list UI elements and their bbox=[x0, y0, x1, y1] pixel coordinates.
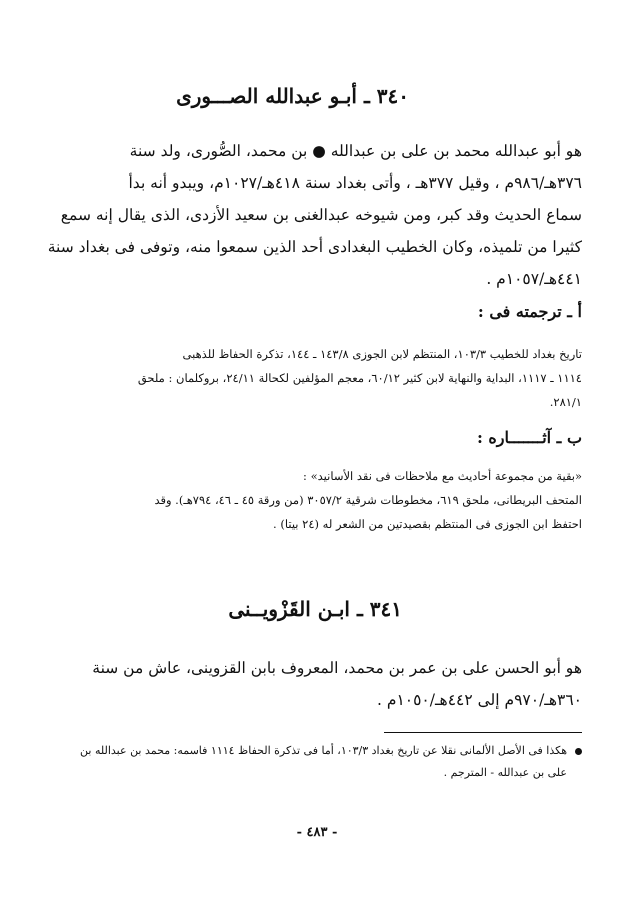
entry-340-body bbox=[42, 135, 582, 295]
entry-340-body-line: كثيرا من تلميذه، وكان الخطيب البغدادى أحد الذين سمعوا منه، وتوفى فى بغداد سنة bbox=[47, 238, 582, 256]
biography-sources bbox=[42, 342, 582, 414]
entry-341-body bbox=[42, 652, 582, 716]
footnote bbox=[42, 740, 582, 784]
works-line: «بقية من مجموعة أحاديث مع ملاحظات فى نقد الأسانيد» : bbox=[303, 469, 582, 483]
works-line: المتحف البريطانى، ملحق ٦١٩، مخطوطات شرقية ٣٠٥٧/٢ (من ورقة ٤٥ ـ ٤٦، ٧٩٤هـ). وقد bbox=[154, 493, 582, 507]
works-heading: ب ـ آثـــــــاره : bbox=[476, 428, 582, 447]
biography-source-line: ١١١٤ ـ ١١١٧، البداية والنهاية لابن كثير ٦٠/١٢، معجم المؤلفين لكحالة ٢٤/١١، بروكلمان : ملحق bbox=[137, 371, 582, 385]
footnote-text: هكذا فى الأصل الألمانى نقلا عن تاريخ بغداد ١٠٣/٣، أما فى تذكرة الحفاظ ١١١٤ فاسمه: محمد بن عبدالله بن bbox=[80, 744, 567, 757]
entry-340-body-line: ٣٧٦هـ/٩٨٦م ، وقيل ٣٧٧هـ ، وأتى بغداد سنة ٤١٨هـ/١٠٢٧م، ويبدو أنه بدأ bbox=[128, 174, 582, 192]
biography-heading: أ ـ ترجمته فى : bbox=[477, 302, 582, 321]
footnote-line bbox=[42, 740, 582, 762]
entry-340-body-line: ٤٤١هـ/١٠٥٧م . bbox=[486, 270, 582, 288]
entry-341-body-line: هو أبو الحسن على بن عمر بن محمد، المعروف بابن القزوينى، عاش من سنة bbox=[92, 659, 582, 677]
footnote-line: على بن عبدالله - المترجم . bbox=[443, 766, 567, 779]
footnote-separator bbox=[384, 732, 582, 733]
biography-source-line: تاريخ بغداد للخطيب ١٠٣/٣، المنتظم لابن الجوزى ١٤٣/٨ ـ ١٤٤، تذكرة الحفاظ للذهبى bbox=[182, 347, 582, 361]
entry-340-body-line: هو أبو عبدالله محمد بن على بن عبدالله ● بن محمد، الصُّورى، ولد سنة bbox=[129, 142, 582, 160]
works-list bbox=[42, 464, 582, 536]
works-line: احتفظ ابن الجوزى فى المنتظم بقصيدتين من الشعر له (٢٤ بيتا) . bbox=[273, 517, 582, 531]
entry-341-body-line: ٣٦٠هـ/٩٧٠م إلى ٤٤٢هـ/١٠٥٠م . bbox=[377, 691, 582, 709]
biography-source-line: ٢٨١/١. bbox=[549, 395, 582, 409]
entry-340-body-line: سماع الحديث وقد كبر، ومن شيوخه عبدالغنى بن سعيد الأزدى، الذى يقال إنه سمع bbox=[60, 206, 582, 224]
entry-341-title: ٣٤١ ـ ابـن القَزْويــنى bbox=[228, 597, 402, 621]
footnote-bullet-icon bbox=[575, 748, 582, 755]
entry-340-title: ٣٤٠ ـ أبـو عبدالله الصـــورى bbox=[176, 84, 409, 108]
page-number: - ٤٨٣ - bbox=[296, 825, 338, 840]
